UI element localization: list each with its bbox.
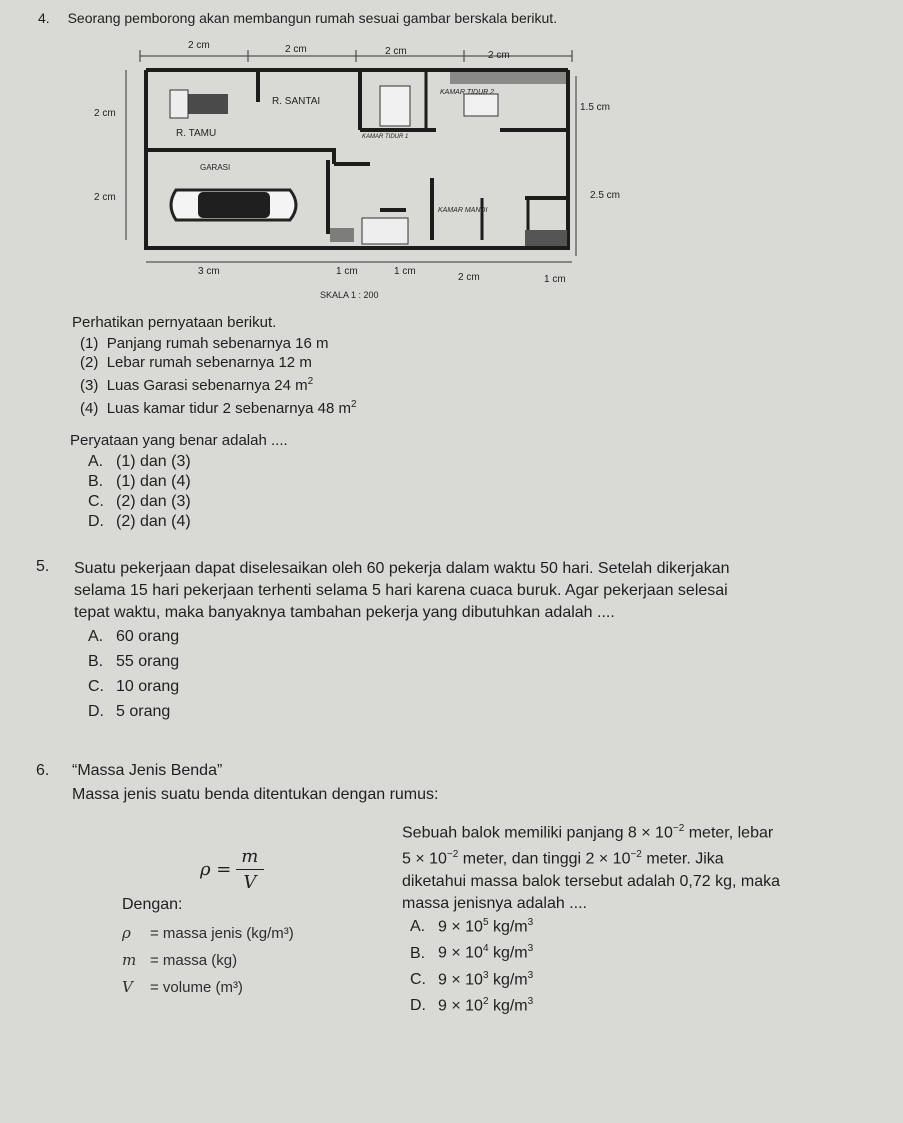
- q5-line-1: Suatu pekerjaan dapat diselesaikan oleh 60 pekerja dalam waktu 50 hari. Setelah dikerjakan: [74, 560, 730, 577]
- q6-option-b[interactable]: B. $9 \times 10^4$ $kg/m^3$: [410, 943, 534, 962]
- q6-option-d[interactable]: D. $9 \times 10^2$ $kg/m^3$: [410, 995, 534, 1015]
- room-garasi: GARASI: [200, 163, 231, 172]
- formula-lhs: ρ =: [200, 859, 232, 880]
- q6-number: 6.: [36, 762, 50, 779]
- problem-line-1: Sebuah balok memiliki panjang $8 \times 10^{-2}$ meter, lebar: [402, 823, 774, 842]
- q5-number: 5.: [36, 558, 50, 575]
- bottom-dim-1: 3 cm: [198, 266, 220, 277]
- legend-m: m = massa (kg): [122, 951, 238, 969]
- q5-option-c[interactable]: C. 10 orang: [88, 678, 180, 695]
- q4-number: 4.: [38, 10, 50, 26]
- formula-fraction: [236, 846, 264, 893]
- left-dim-2: 2 cm: [94, 192, 116, 203]
- top-dim-3: 2 cm: [385, 46, 407, 57]
- right-dim-2: 2.5 cm: [590, 190, 621, 201]
- bottom-dim-2: 1 cm: [336, 266, 358, 277]
- q4-header: [38, 10, 557, 26]
- legend-v: V = volume (m³): [122, 978, 243, 996]
- q5-option-b[interactable]: B. 55 orang: [88, 653, 180, 670]
- q4-option-c[interactable]: C. (2) dan (3): [88, 493, 191, 510]
- statement-1: (1) Panjang rumah sebenarnya 16 m: [80, 335, 329, 352]
- formula-legend: [122, 920, 294, 1001]
- q6-title: “Massa Jenis Benda”: [72, 762, 223, 779]
- top-dim-1: 2 cm: [188, 40, 210, 51]
- scale-label: SKALA 1 : 200: [320, 290, 379, 300]
- q5-line-2: selama 15 hari pekerjaan terhenti selama 5 hari karena cuaca buruk. Agar pekerjaan selesai: [74, 582, 728, 599]
- room-santai: R. SANTAI: [272, 96, 321, 107]
- dengan-label: Dengan:: [122, 896, 183, 913]
- legend-rho: ρ = massa jenis (kg/m³): [122, 924, 294, 942]
- q5-option-d[interactable]: D. 5 orang: [88, 703, 171, 720]
- q6-intro: Massa jenis suatu benda ditentukan dengan rumus:: [72, 786, 439, 803]
- problem-line-2: $5 \times 10^{-2}$ meter, dan tinggi $2 \times 10^{-2}$ meter. Jika: [402, 849, 724, 868]
- q4-prompt: Seorang pemborong akan membangun rumah sesuai gambar berskala berikut.: [67, 10, 558, 26]
- formula-numerator: m: [241, 846, 259, 867]
- q6-option-a[interactable]: A. $9 \times 10^5$ $kg/m^3$: [410, 917, 534, 936]
- q4-option-b[interactable]: B. (1) dan (4): [88, 473, 191, 490]
- q4-options: [88, 452, 191, 532]
- q4-option-d[interactable]: D. (2) dan (4): [88, 513, 191, 530]
- room-tamu: R. TAMU: [176, 128, 217, 139]
- room-kamar-tidur-1: KAMAR TIDUR 1: [362, 134, 409, 140]
- q6-problem: [402, 818, 780, 915]
- top-dim-2: 2 cm: [285, 44, 307, 55]
- problem-line-4: massa jenisnya adalah ....: [402, 894, 587, 912]
- q4-option-a[interactable]: A. (1) dan (3): [88, 453, 191, 470]
- q4-statements: [80, 334, 357, 418]
- left-dim-1: 2 cm: [94, 108, 116, 119]
- formula-denominator: V: [243, 872, 257, 893]
- q4-intro: Perhatikan pernyataan berikut.: [72, 314, 277, 331]
- q5-options: [88, 624, 179, 724]
- room-kamar-mandi: KAMAR MANDI: [438, 207, 488, 214]
- room-kamar-tidur-2: KAMAR TIDUR 2: [440, 89, 495, 96]
- right-dim-1: 1.5 cm: [580, 102, 611, 113]
- q6-option-c[interactable]: C. $9 \times 10^3$ $kg/m^3$: [410, 969, 534, 988]
- statement-2: (2) Lebar rumah sebenarnya 12 m: [80, 354, 312, 371]
- q5-option-a[interactable]: A. 60 orang: [88, 628, 180, 645]
- statement-3: (3) Luas Garasi sebenarnya 24 $m^2$: [80, 376, 314, 394]
- bottom-dim-3: 1 cm: [394, 266, 416, 277]
- q4-question: Peryataan yang benar adalah ....: [70, 432, 288, 449]
- q6-options: [410, 912, 533, 1017]
- statement-4: (4) Luas kamar tidur 2 sebenarnya 48 $m^2$: [80, 399, 357, 417]
- floor-plan: [80, 30, 640, 310]
- bottom-dim-5: 1 cm: [544, 274, 566, 285]
- density-formula: [200, 846, 264, 893]
- bottom-dim-4: 2 cm: [458, 272, 480, 283]
- top-dim-4: 2 cm: [488, 50, 510, 61]
- problem-line-3: diketahui massa balok tersebut adalah 0,72 kg, maka: [402, 872, 781, 890]
- q5-line-3: tepat waktu, maka banyaknya tambahan pekerja yang dibutuhkan adalah ....: [74, 604, 615, 621]
- q5-body: [74, 558, 730, 624]
